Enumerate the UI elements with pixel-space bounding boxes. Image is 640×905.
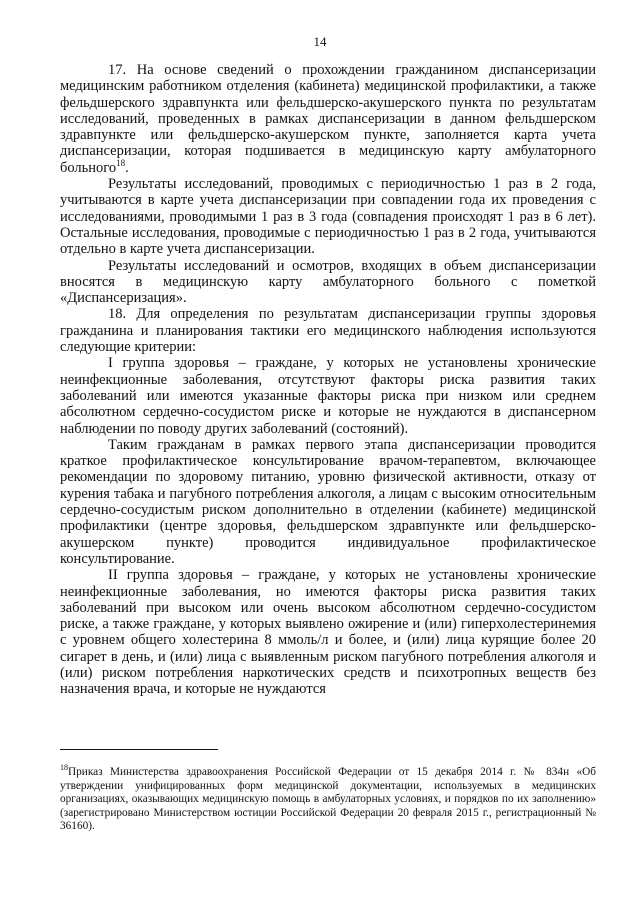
paragraph-results: Результаты исследований и осмотров, входящих в объем диспансеризации вносятся в медицинскую карту амбулаторного больного с пометкой «Диспансеризация».	[60, 257, 596, 307]
footnote-marker: 18	[60, 763, 68, 773]
paragraph-group-1-consulting: Таким гражданам в рамках первого этапа диспансеризации проводится краткое профилактическое консультирование врачом-терапевтом, включающее рекомендации по здоровому питанию, уровню физической активности, отказу от курения табака и пагубного потребления алкоголя, а лицам с высоким относительным сердечно-сосудистым риском дополнительно в отделении (кабинете) медицинской профилактики (центре здоровья, фельдшерском здравпункте или фельдшерско-акушерском пункте) проводится индивидуальное профилактическое консультирование.	[60, 436, 596, 567]
paragraph-text: 17. На основе сведений о прохождении гражданином диспансеризации медицинским работником отделения (кабинета) медицинской профилактики, а также фельдшерского здравпункта или фельдшерско-акушерского пункта по результатам исследований, проведенных в рамках диспансеризации в данном фельдшерском здравпункте или фельдшерско-акушерском пункте, заполняется карта учета диспансеризации, которая подшивается в медицинскую карту амбулаторного больного	[60, 62, 596, 176]
paragraph-periodicity: Результаты исследований, проводимых с периодичностью 1 раз в 2 года, учитываются в карте учета диспансеризации при совпадении года их проведения с исследованиями, проводимыми 1 раз в 3 года (совпадения происходят 1 раз в 6 лет). Остальные исследования, проводимые с периодичностью 1 раз в 2 года, учитываются отдельно в карте учета диспансеризации.	[60, 176, 596, 258]
paragraph-group-2: II группа здоровья – граждане, у которых не установлены хронические неинфекционные заболевания, но имеются факторы риска развития таких заболеваний при высоком или очень высоком абсолютном сердечно-сосудистом риске, а также граждане, у которых выявлено ожирение и (или) гиперхолестеринемия с уровнем общего холестерина 8 ммоль/л и более, и (или) лица курящие более 20 сигарет в день, и (или) лица с выявленным риском пагубного потребления алкоголя и (или) риском потребления наркотических средств и психотропных веществ без назначения врача, и которые не нуждаются	[60, 567, 596, 698]
footnote-reference: 18	[116, 157, 126, 168]
paragraph-17	[60, 62, 596, 176]
footnote-text: Приказ Министерства здравоохранения Российской Федерации от 15 декабря 2014 г. № 834н «Об утверждении унифицированных форм медицинской документации, используемых в медицинских организациях, оказывающих медицинскую помощь в амбулаторных условиях, и порядков по их заполнению» (зарегистрировано Министерством юстиции Российской Федерации 20 февраля 2015 г., регистрационный № 36160).	[60, 766, 596, 833]
page-number: 14	[313, 34, 327, 49]
paragraph-tail: .	[125, 159, 129, 176]
footnote-divider	[60, 749, 218, 750]
paragraph-18: 18. Для определения по результатам диспансеризации группы здоровья гражданина и планирования тактики его медицинского наблюдения используются следующие критерии:	[60, 306, 596, 356]
footnote	[60, 763, 596, 834]
body-text	[60, 62, 596, 698]
paragraph-group-1: I группа здоровья – граждане, у которых не установлены хронические неинфекционные заболевания, отсутствуют факторы риска развития таких заболеваний или имеются указанные факторы риска при низком или среднем абсолютном сердечно-сосудистом риске и которые не нуждаются в диспансерном наблюдении по поводу других заболеваний (состояний).	[60, 355, 596, 437]
